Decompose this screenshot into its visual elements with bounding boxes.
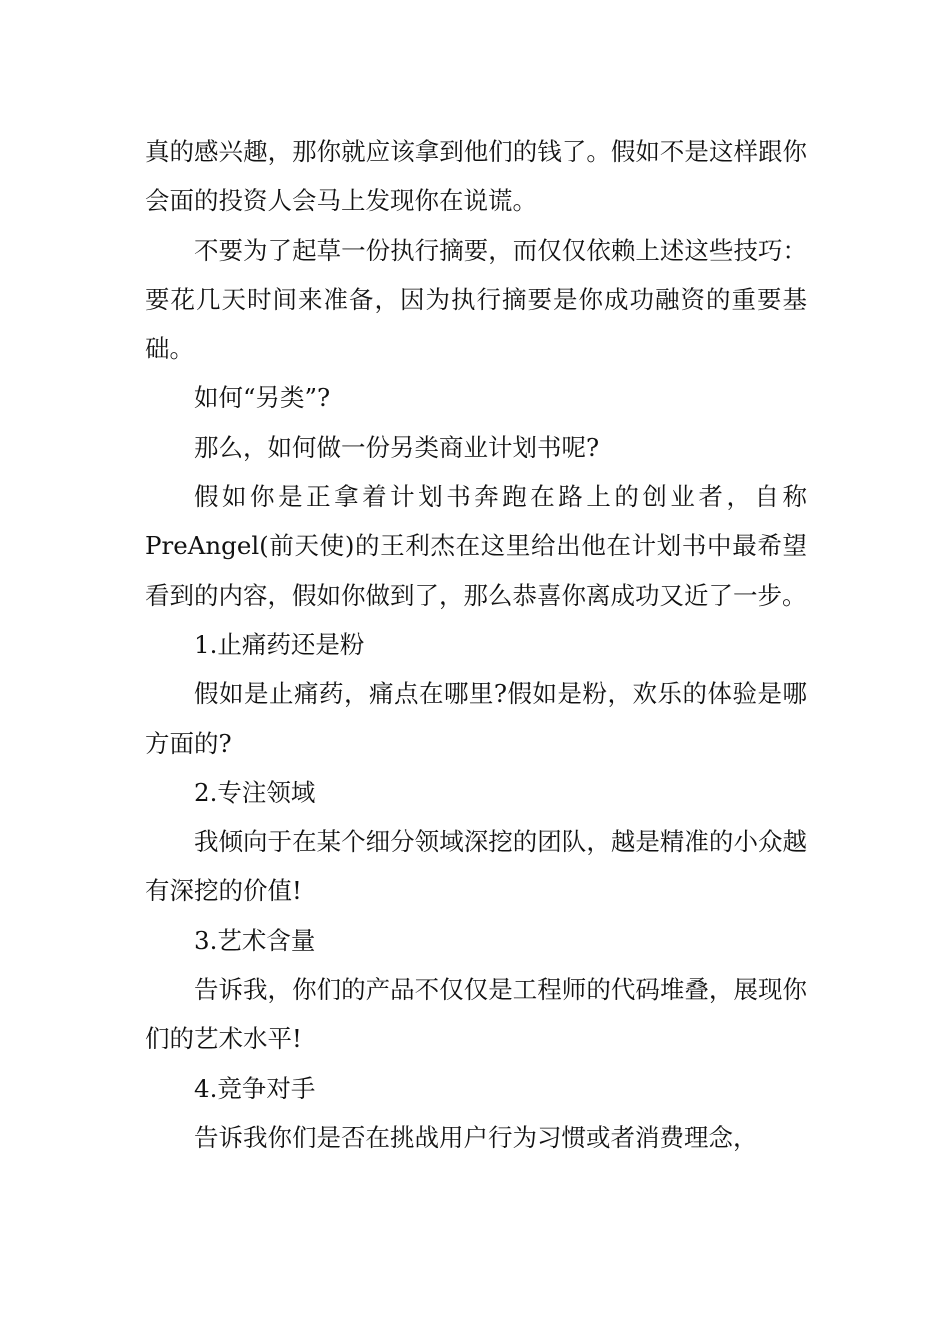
paragraph: 告诉我你们是否在挑战用户行为习惯或者消费理念， (194, 1122, 758, 1152)
section-heading: 如何“另类”? (194, 383, 331, 413)
list-item-heading: 3.艺术含量 (194, 925, 316, 955)
paragraph: 我倾向于在某个细分领域深挖的团队，越是精准的小众越有深挖的价值! (145, 827, 807, 906)
paragraph: 假如是止痛药，痛点在哪里?假如是粉，欢乐的体验是哪方面的? (145, 679, 807, 758)
list-item-heading: 1.止痛药还是粉 (194, 629, 365, 659)
document-body (145, 127, 807, 1162)
paragraph: 真的感兴趣，那你就应该拿到他们的钱了。假如不是这样跟你会面的投资人会马上发现你在说谎。 (145, 137, 807, 216)
paragraph: 不要为了起草一份执行摘要，而仅仅依赖上述这些技巧：要花几天时间来准备，因为执行摘要是你成功融资的重要基础。 (145, 235, 807, 364)
list-item-heading: 4.竞争对手 (194, 1073, 316, 1103)
paragraph: 告诉我，你们的产品不仅仅是工程师的代码堆叠，展现你们的艺术水平! (145, 975, 807, 1054)
paragraph: 假如你是正拿着计划书奔跑在路上的创业者，自称PreAngel(前天使)的王利杰在这里给出他在计划书中最希望看到的内容，假如你做到了，那么恭喜你离成功又近了一步。 (145, 482, 807, 610)
list-item-heading: 2.专注领域 (194, 777, 316, 807)
paragraph: 那么，如何做一份另类商业计划书呢? (194, 432, 600, 462)
